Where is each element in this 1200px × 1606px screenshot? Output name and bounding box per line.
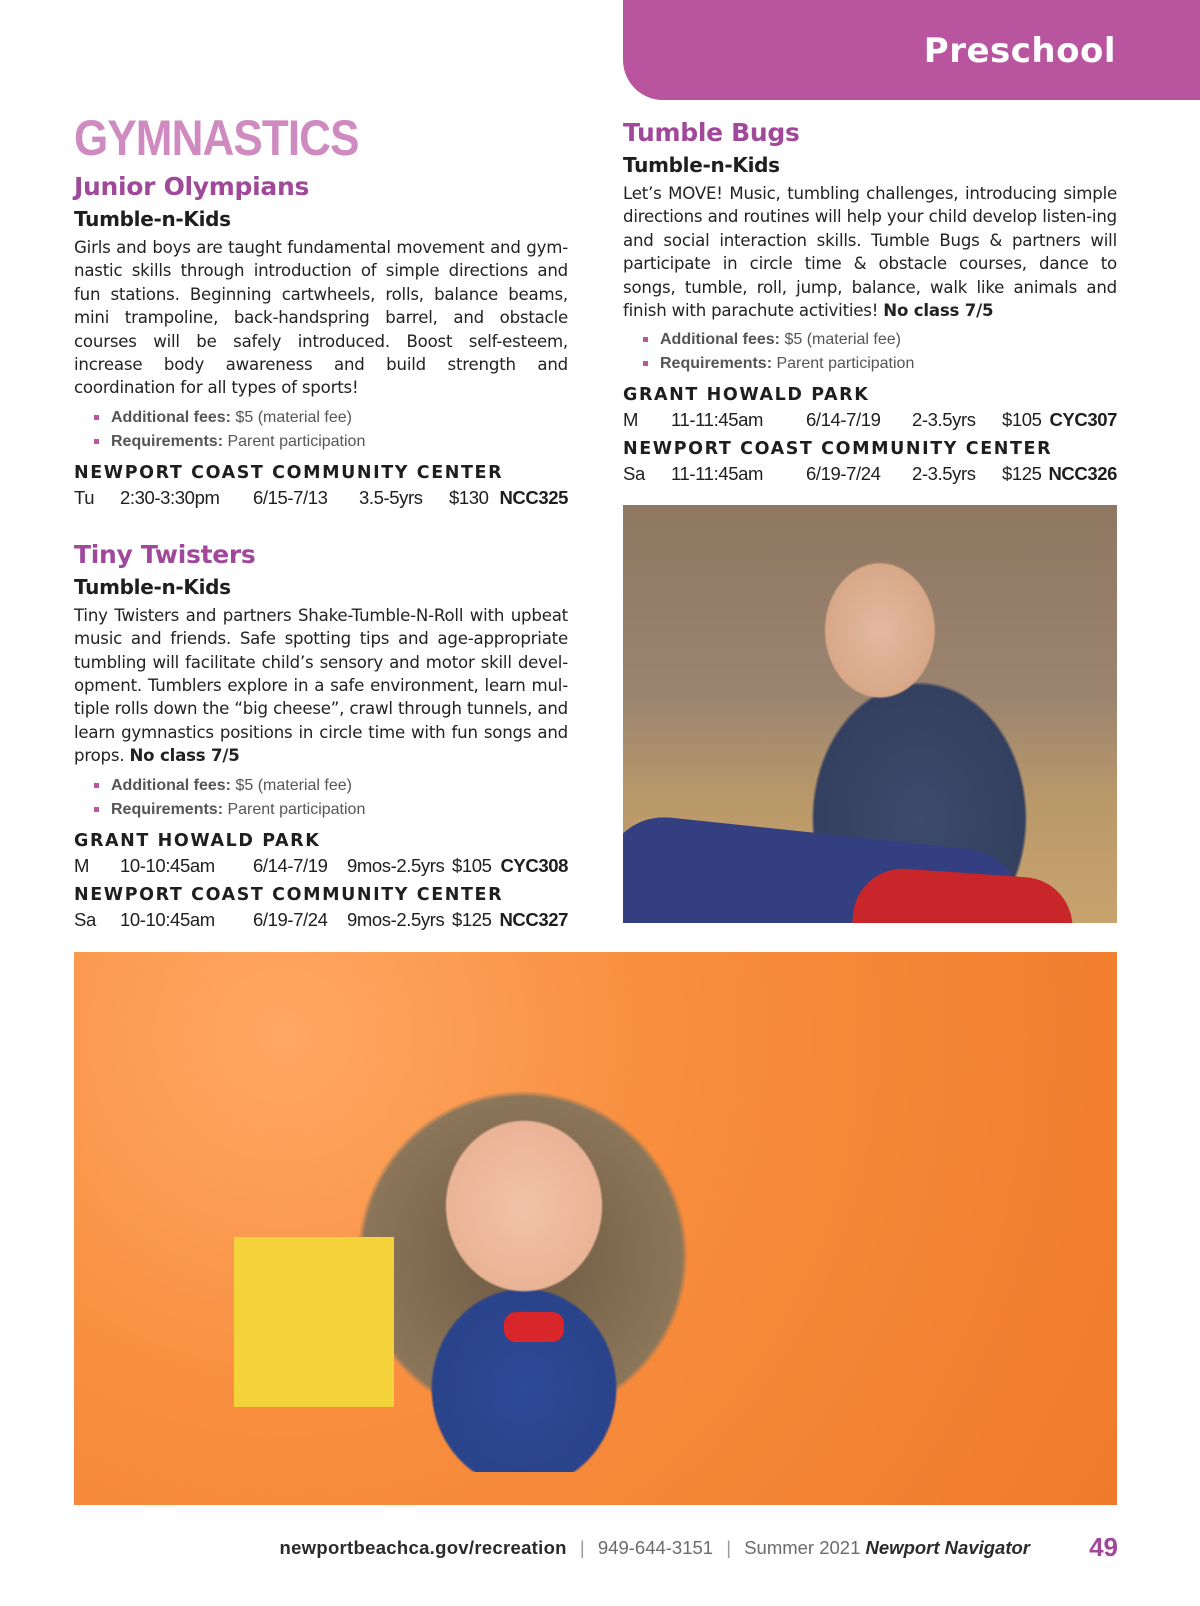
toy-block	[234, 1237, 394, 1407]
location-name: NEWPORT COAST COMMUNITY CENTER	[623, 439, 1053, 460]
class-provider: Tumble-n-Kids	[623, 153, 780, 177]
session-row: Sa 10-10:45am 6/19-7/24 9mos-2.5yrs $125 NCC327	[74, 908, 568, 930]
class-details	[94, 406, 568, 454]
location-name: GRANT HOWALD PARK	[74, 830, 321, 851]
website-link[interactable]: newportbeachca.gov/recreation	[279, 1537, 567, 1558]
requirements-item: Requirements: Parent participation	[643, 352, 1117, 376]
course-code: NCC326	[1048, 463, 1117, 485]
left-column	[74, 108, 568, 932]
fees-item: Additional fees: $5 (material fee)	[643, 328, 1117, 352]
section-tab	[623, 0, 1200, 100]
divider: |	[726, 1537, 732, 1558]
season: Summer 2021	[744, 1537, 861, 1558]
footer-line	[279, 1537, 1030, 1559]
fees-item: Additional fees: $5 (material fee)	[94, 406, 568, 430]
fees-item: Additional fees: $5 (material fee)	[94, 774, 568, 798]
session-row: M 11-11:45am 6/14-7/19 2-3.5yrs $105 CYC307	[623, 409, 1117, 431]
class-title: Junior Olympians	[74, 172, 310, 201]
phone-number: 949-644-3151	[597, 1537, 714, 1558]
class-description: Girls and boys are taught fundamental movement and gym-nastic skills through introduction of simple directions and fun stations. Beginning cartwheels, rolls, balance beams, mini trampoline, back-handspring barrel, and obstacle courses will be safely introduced. Boost self-esteem, increase body awareness and build strength and coordination for all types of sports!	[74, 238, 568, 398]
course-code: CYC308	[500, 854, 568, 876]
no-class-note: No class 7/5	[129, 746, 240, 766]
class-title: Tumble Bugs	[623, 118, 800, 147]
class-provider: Tumble-n-Kids	[74, 207, 231, 231]
section-title: GYMNASTICS	[74, 110, 359, 166]
requirements-item: Requirements: Parent participation	[94, 798, 568, 822]
location-name: NEWPORT COAST COMMUNITY CENTER	[74, 462, 504, 483]
red-bow	[504, 1312, 564, 1342]
course-code: NCC327	[499, 908, 568, 930]
requirements-item: Requirements: Parent participation	[94, 430, 568, 454]
class-provider: Tumble-n-Kids	[74, 574, 231, 599]
course-code: CYC307	[1049, 409, 1117, 431]
session-row: Tu 2:30-3:30pm 6/15-7/13 3.5-5yrs $130 NCC325	[74, 486, 568, 508]
class-tumble-bugs	[623, 116, 1117, 486]
no-class-note: No class 7/5	[883, 301, 994, 321]
red-mat	[850, 865, 1076, 923]
right-column	[623, 116, 1117, 486]
class-tiny-twisters	[74, 538, 568, 932]
session-row: Sa 11-11:45am 6/19-7/24 2-3.5yrs $125 NCC326	[623, 463, 1117, 485]
class-description: Tiny Twisters and partners Shake-Tumble-N-Roll with upbeat music and friends. Safe spotting tips and age-appropriate tumbling will facilitate child’s sensory and motor skill devel-opment. Tumblers explore in a safe environment, learn mul-tiple rolls down the “big cheese”, crawl through tunnels, and learn gymnastics positions in circle time with fun songs and props. No class 7/5	[74, 605, 568, 766]
toddler-photo	[623, 505, 1117, 923]
course-code: NCC325	[499, 486, 568, 508]
page-footer	[0, 1533, 1200, 1563]
session-row: M 10-10:45am 6/14-7/19 9mos-2.5yrs $105 CYC308	[74, 854, 568, 876]
class-title: Tiny Twisters	[74, 539, 256, 569]
class-junior-olympians	[74, 170, 568, 510]
divider: |	[579, 1537, 585, 1558]
location-name: NEWPORT COAST COMMUNITY CENTER	[74, 884, 504, 905]
class-details	[643, 328, 1117, 376]
baby-tunnel-photo	[74, 952, 1117, 1505]
page-number: 49	[1089, 1532, 1118, 1562]
tab-label: Preschool	[923, 31, 1116, 71]
magazine-name: Newport Navigator	[865, 1537, 1030, 1558]
class-description: Let’s MOVE! Music, tumbling challenges, introducing simple directions and routines will help your child develop listen-ing and social interaction skills. Tumble Bugs & partners will participate in circle time & obstacle courses, dance to songs, tumble, roll, jump, balance, walk like animals and finish with parachute activities! No class 7/5	[623, 184, 1117, 321]
baby-figure	[394, 1092, 654, 1472]
class-details	[94, 774, 568, 822]
location-name: GRANT HOWALD PARK	[623, 385, 870, 406]
